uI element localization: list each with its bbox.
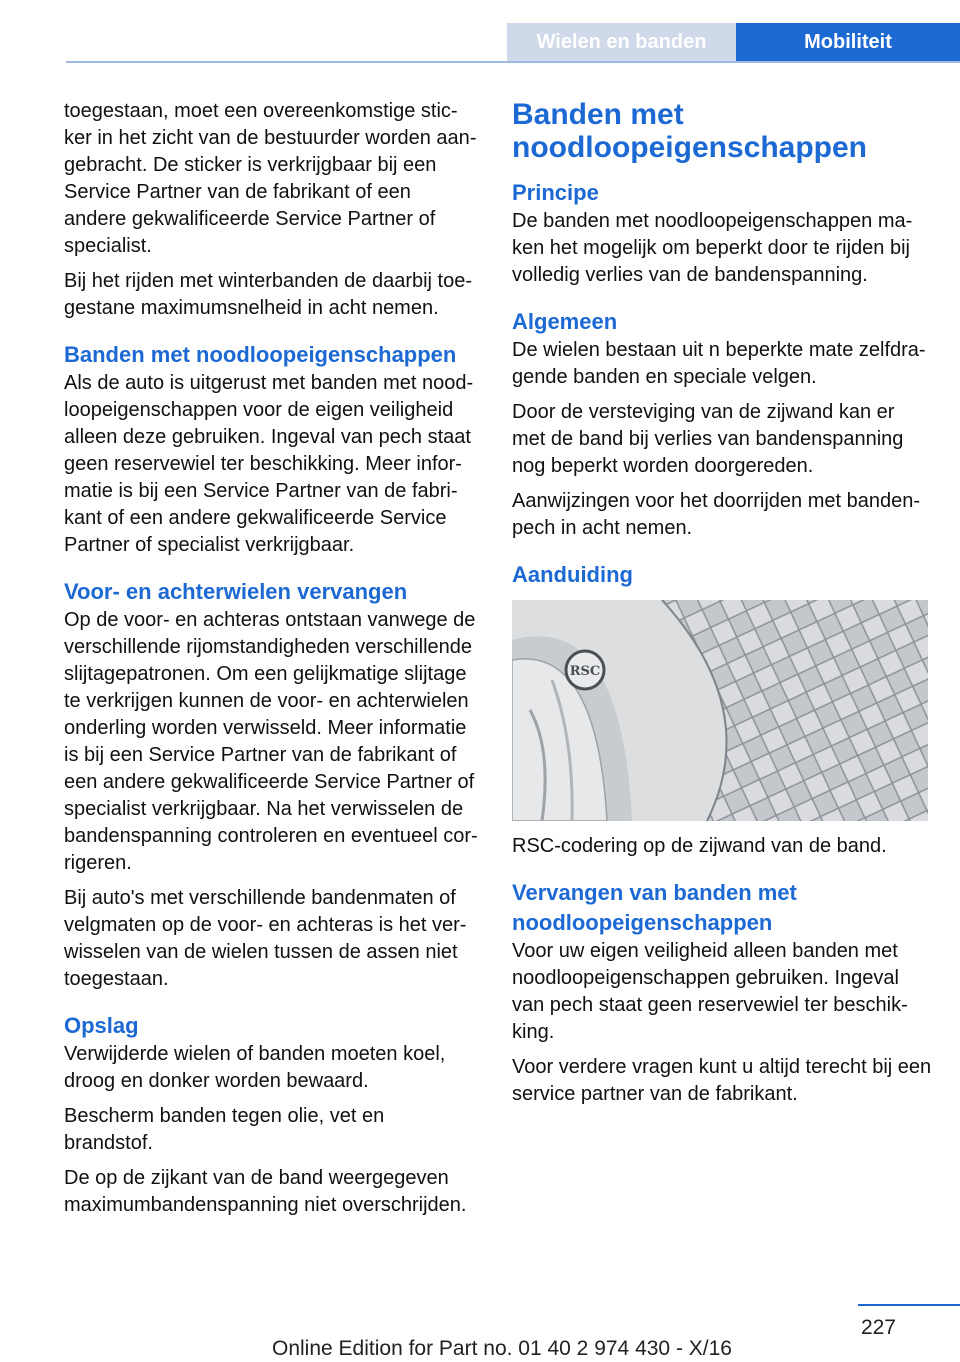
section-title: Banden met noodloopeigenschappen (512, 98, 868, 164)
paragraph: De banden met noodloopeigenschappen maken het mogelijk om beperkt door te rijden bij volledig verlies van de bandenspanning. (512, 210, 913, 286)
footer-divider (858, 1304, 960, 1306)
page-number: 227 (860, 1316, 896, 1339)
heading-runflat-tires: Banden met noodloopeigenschappen (64, 342, 457, 367)
svg-text:RSC: RSC (569, 664, 601, 679)
chapter-tab[interactable]: Mobiliteit (736, 23, 960, 61)
paragraph: Door de versteviging van de zijwand kan er met de band bij verlies van bandenspanning nog beperkt worden doorgereden. (512, 401, 904, 477)
paragraph: Verwijderde wielen of banden moeten koel, droog en donker worden bewaard. (64, 1043, 446, 1092)
right-column (512, 98, 932, 1116)
heading-general: Algemeen (512, 309, 618, 334)
edition-footer: Online Edition for Part no. 01 40 2 974 430 - X/16 (272, 1337, 732, 1360)
paragraph: Als de auto is uitgerust met banden met noodloopeigenschappen voor de eigen veiligheid alleen deze gebruiken. Ingeval van pech staat geen reservewiel ter beschikking. Meer informatie is bij een Service Partner van de fabrikant of een andere gekwalificeerde Service Partner of specialist verkrijgbaar. (64, 372, 474, 556)
paragraph: Bij auto's met verschillende bandenmaten of velgmaten op de voor- en achteras is het verwisselen van de wielen tussen de assen niet toegestaan. (64, 887, 467, 990)
paragraph: Aanwijzingen voor het doorrijden met bandenpech in acht nemen. (512, 490, 921, 539)
paragraph: Voor uw eigen veiligheid alleen banden met noodloopeigenschappen gebruiken. Ingeval van pech staat geen reservewiel ter beschikking. (512, 940, 908, 1043)
paragraph: De op de zijkant van de band weergegeven maximumbandenspanning niet overschrijden. (64, 1167, 467, 1216)
paragraph: Bescherm banden tegen olie, vet en brandstof. (64, 1105, 385, 1154)
figure-caption: RSC-codering op de zijwand van de band. (512, 835, 887, 857)
paragraph: Voor verdere vragen kunt u altijd terecht bij een service partner van de fabrikant. (512, 1056, 932, 1105)
heading-storage: Opslag (64, 1013, 139, 1038)
paragraph: toegestaan, moet een overeenkomstige sticker in het zicht van de bestuurder worden aangebracht. De sticker is verkrijgbaar bij een Service Partner van de fabrikant of een andere gekwalificeerde Service Partner of specialist. (64, 100, 477, 257)
section-tab[interactable]: Wielen en banden (507, 23, 736, 61)
paragraph: De wielen bestaan uit n beperkte mate zelfdragende banden en speciale velgen. (512, 339, 926, 388)
header-divider (66, 61, 960, 63)
heading-swap-wheels: Voor- en achterwielen vervangen (64, 579, 408, 604)
paragraph: Bij het rijden met winterbanden de daarbij toegestane maximumsnelheid in acht nemen. (64, 270, 473, 319)
heading-marking: Aanduiding (512, 562, 633, 587)
paragraph: Op de voor- en achteras ontstaan vanwege de verschillende rijomstandigheden verschillende slijtagepatronen. Om een gelijkmatige slijtage te verkrijgen kunnen de voor- en achterwielen onderling worden verwisseld. Meer informatie is bij een Service Partner van de fabrikant of een andere gekwalificeerde Service Partner of specialist verkrijgbaar. Na het verwisselen de bandenspanning controleren en eventueel corrigeren. (64, 609, 478, 874)
heading-principle: Principe (512, 180, 599, 205)
tire-sidewall-illustration (512, 600, 928, 821)
left-column (64, 98, 478, 1227)
heading-replace-tires: Vervangen van banden met noodloopeigenschappen (512, 880, 797, 935)
